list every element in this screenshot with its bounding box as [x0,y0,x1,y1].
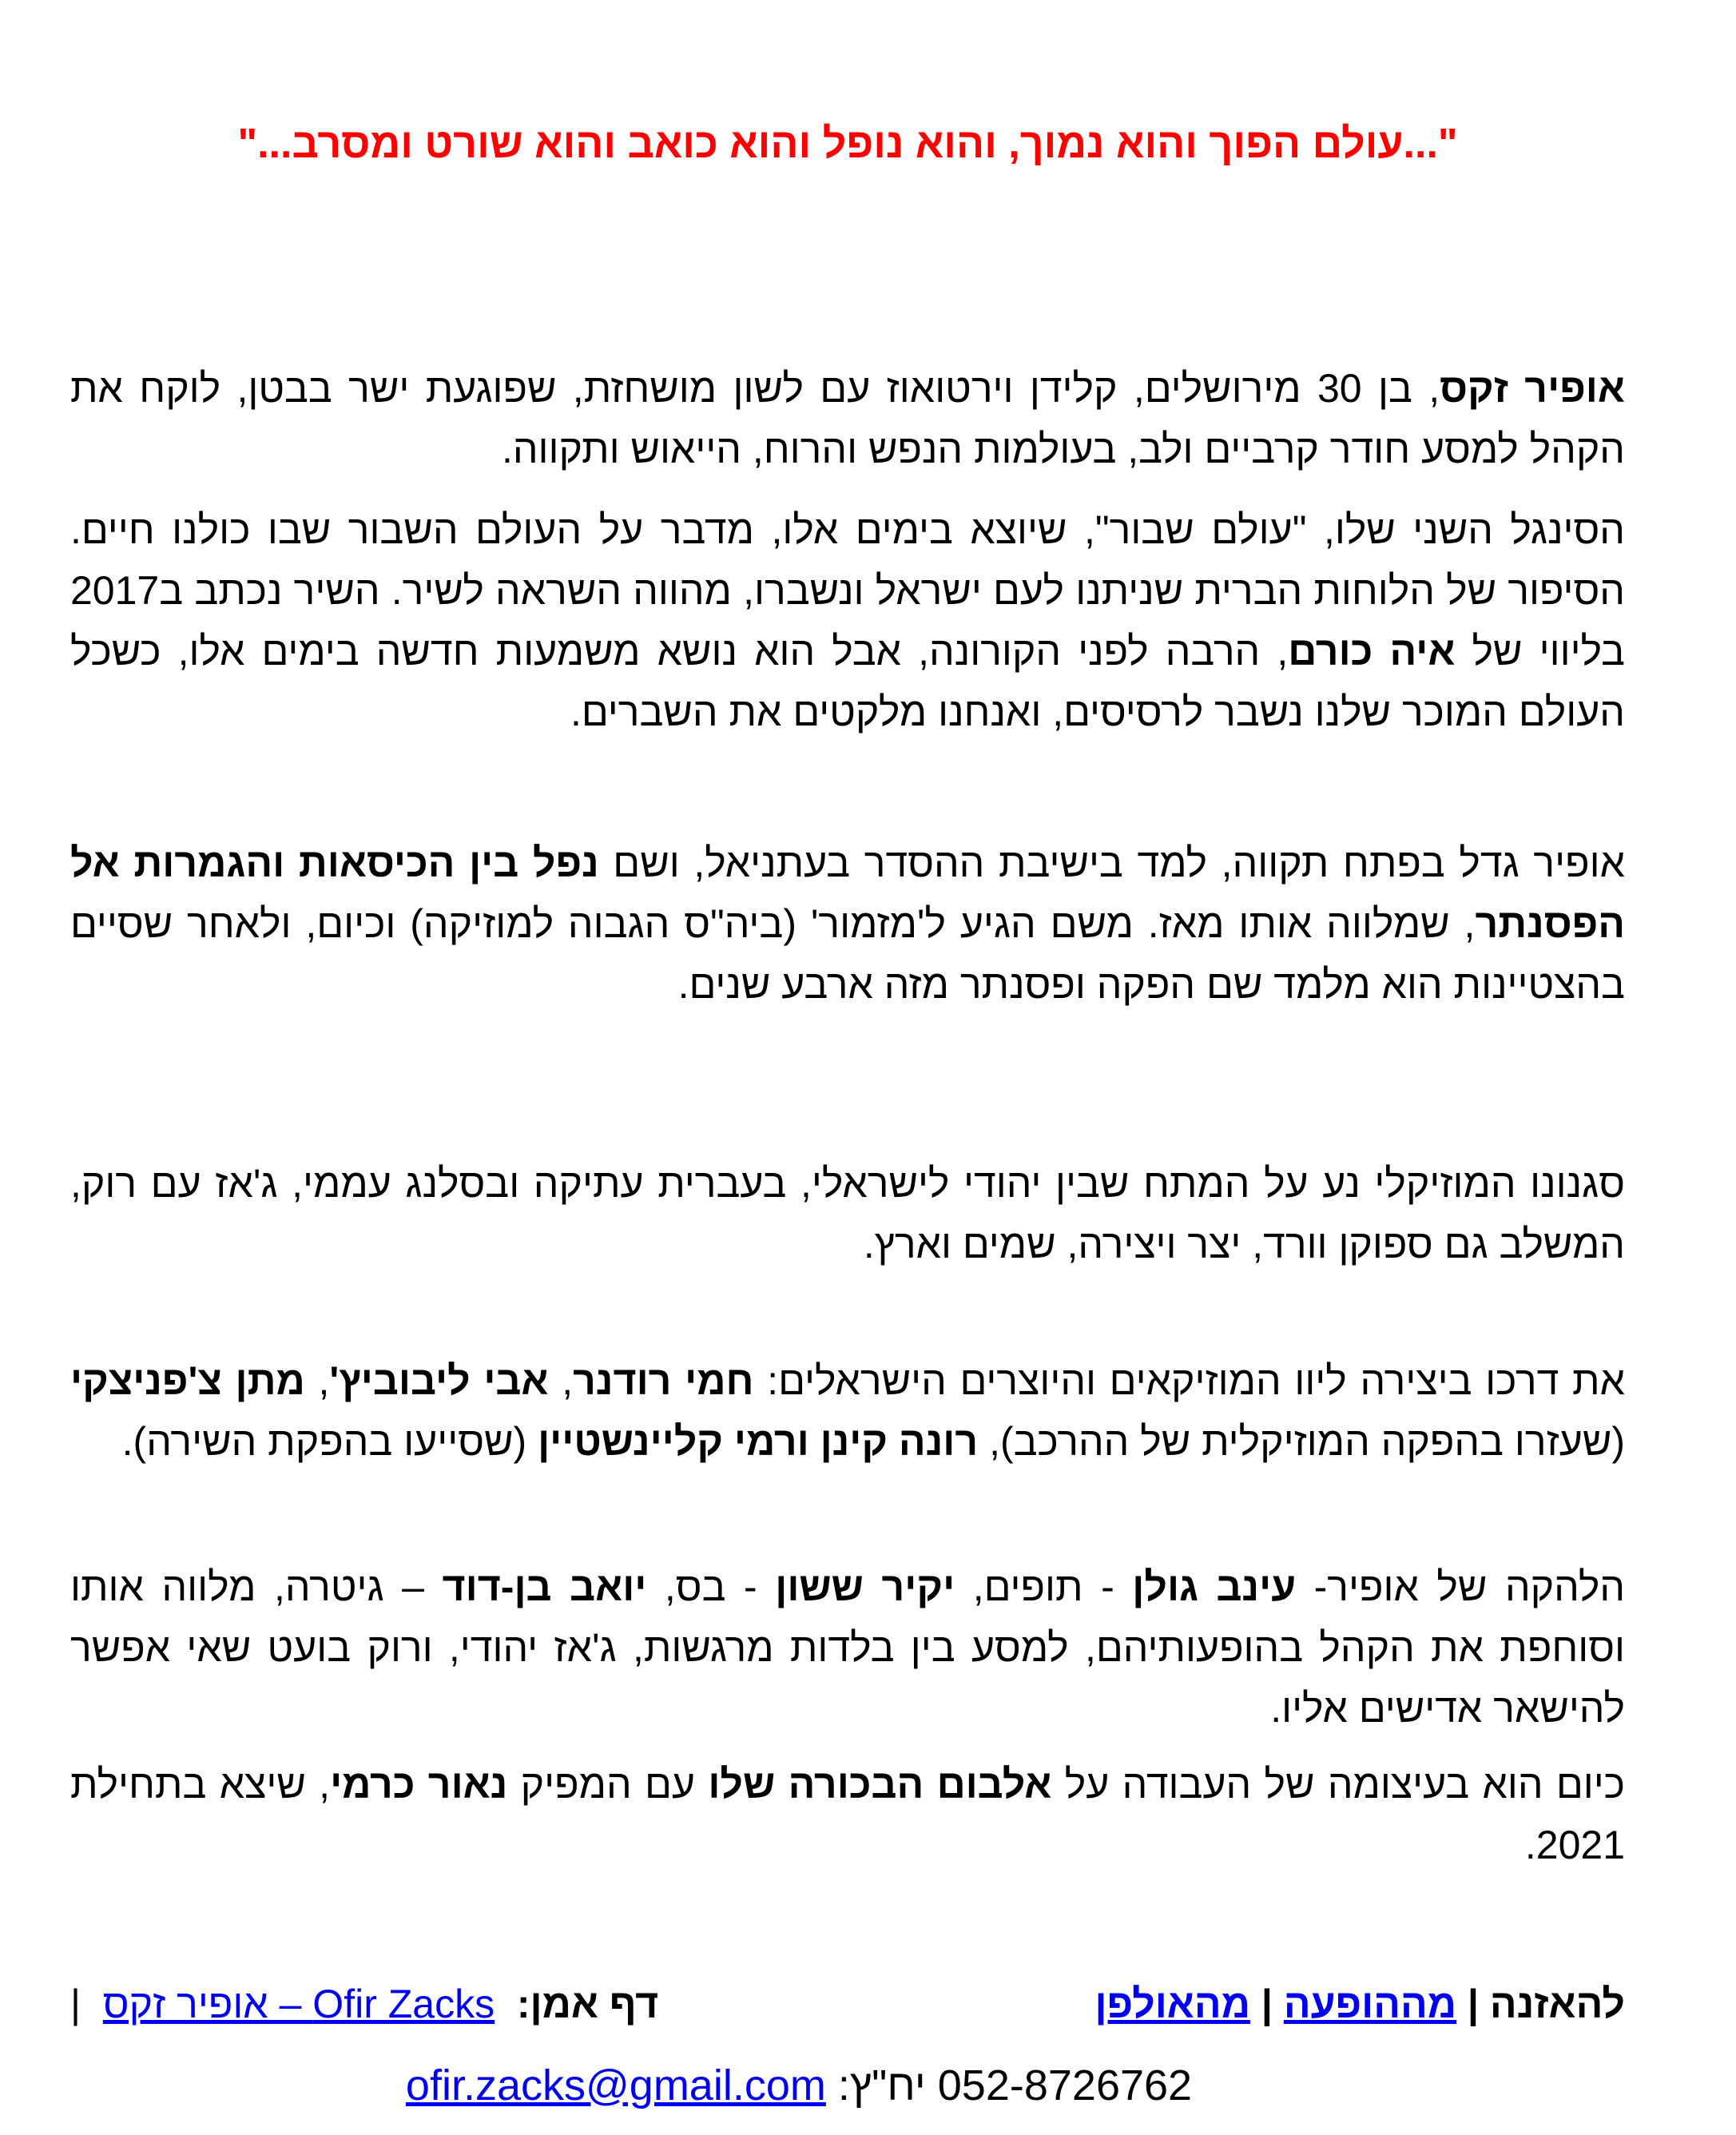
album-text-2: עם המפיק [507,1762,709,1807]
intro-text: , בן 30 מירושלים, קלידן וירטואוז עם לשון מושחזת, שפוגעת ישר בבטן, לוקח את הקהל למסע חודר קרביים ולב, בעולמות הנפש והרוח, הייאוש ותקווה. [70,366,1625,471]
intro-paragraph [70,358,1625,479]
artist-page-link[interactable]: Ofir Zacks – אופיר זקס [102,1982,495,2026]
single-paragraph [70,499,1625,742]
phone-number: 052-8726762 [937,2061,1193,2109]
artist-page-label: דף אמן: [516,1982,659,2026]
collaborator-4: רונה קינן ורמי קליינשטיין [538,1419,979,1464]
band-role-1: - תופים, [955,1564,1133,1609]
collaborator-2: אבי ליבוביץ' [329,1358,549,1403]
listen-links [1094,1974,1625,2034]
collaborator-name: איה כורם [1288,629,1456,674]
collaborators-sep-1: , [548,1358,574,1403]
band-role-2: - בס, [646,1564,776,1609]
background-paragraph [70,833,1625,1015]
footer-trailing-separator: | [70,1982,81,2026]
band-paragraph [70,1557,1625,1739]
collaborators-sep-2: , [304,1358,330,1403]
collaborators-text-2: (שעזרו בהפקה המוזיקלית של ההרכב), [978,1419,1625,1464]
live-show-link[interactable]: מההופעה [1283,1982,1457,2026]
pr-label: יח"ץ: [837,2061,926,2109]
artist-name: אופיר זקס [1440,366,1625,411]
single-text-2: , הרבה לפני הקורונה, אבל הוא נושא משמעות חדשה בימים אלו, כשכל העולם המוכר שלנו נשבר לרסיסים, ואנחנו מלקטים את השברים. [70,629,1625,734]
collaborators-paragraph [70,1350,1625,1472]
background-text-2: , שמלווה אותו מאז. משם הגיע ל'מזמור' (ביה"ס הגבוה למוזיקה) וכיום, ולאחר שסיים בהצטיינות הוא מלמד שם הפקה ופסנתר מזה ארבע שנים. [70,901,1625,1007]
background-text-1: אופיר גדל בפתח תקווה, למד בישיבת ההסדר בעתניאל, ושם [598,841,1625,885]
background-highlight: נפל בין הכיסאות והגמרות אל הפסנתר [70,841,1625,946]
album-paragraph [70,1754,1625,1875]
producer-name: נאור כרמי [330,1762,508,1807]
email-link[interactable]: ofir.zacks@gmail.com [405,2061,826,2109]
footer-separator: | [1261,1982,1273,2026]
band-text-1: הלהקה של אופיר- [1296,1564,1626,1609]
album-name: אלבום הבכורה שלו [708,1762,1052,1807]
album-text-3: , שיצא בתחילת 2021. [70,1762,1625,1867]
single-text-1: הסינגל השני שלו, "עולם שבור", שיוצא בימים אלו, מדבר על העולם השבור שבו כולנו חיים. הסיפור של הלוחות הברית שניתנו לעם ישראל ונשברו, מהווה השראה לשיר. השיר נכתב ב2017 בליווי של [70,507,1626,674]
band-member-1: עינב גולן [1132,1564,1297,1609]
collaborators-text-1: את דרכו ביצירה ליוו המוזיקאים והיוצרים הישראלים: [753,1358,1625,1403]
footer-separator: | [1468,1982,1479,2026]
collaborator-1: חמי רודנר [573,1358,754,1403]
band-member-2: יקיר ששון [775,1564,955,1609]
collaborators-text-3: (שסייעו בהפקת השירה). [121,1419,538,1464]
band-text-2: – גיטרה, מלווה אותו וסוחפת את הקהל בהופעותיהם, למסע בין בלדות מרגשות, ג'אז יהודי, ורוק בועט שאי אפשר להישאר אדישים אליו. [70,1564,1625,1731]
style-paragraph: סגנונו המוזיקלי נע על המתח שבין יהודי לישראלי, בעברית עתיקה ובסלנג עממי, ג'אז עם רוק, המשלב גם ספוקן וורד, יצר ויצירה, שמים וארץ. [70,1161,1625,1266]
studio-link[interactable]: מהאולפן [1094,1982,1251,2026]
collaborator-3: מתן צ'פניצקי [70,1358,305,1403]
artist-page-block [70,1974,658,2034]
album-text-1: כיום הוא בעיצומה של העבודה על [1051,1762,1625,1807]
headline-quote: "...עולם הפוך והוא נמוך, והוא נופל והוא כואב והוא שורט ומסרב..." [237,121,1458,167]
band-member-3: יואב בן-דוד [442,1564,647,1609]
contact-line [0,2055,1598,2116]
listen-label: להאזנה [1489,1982,1625,2026]
